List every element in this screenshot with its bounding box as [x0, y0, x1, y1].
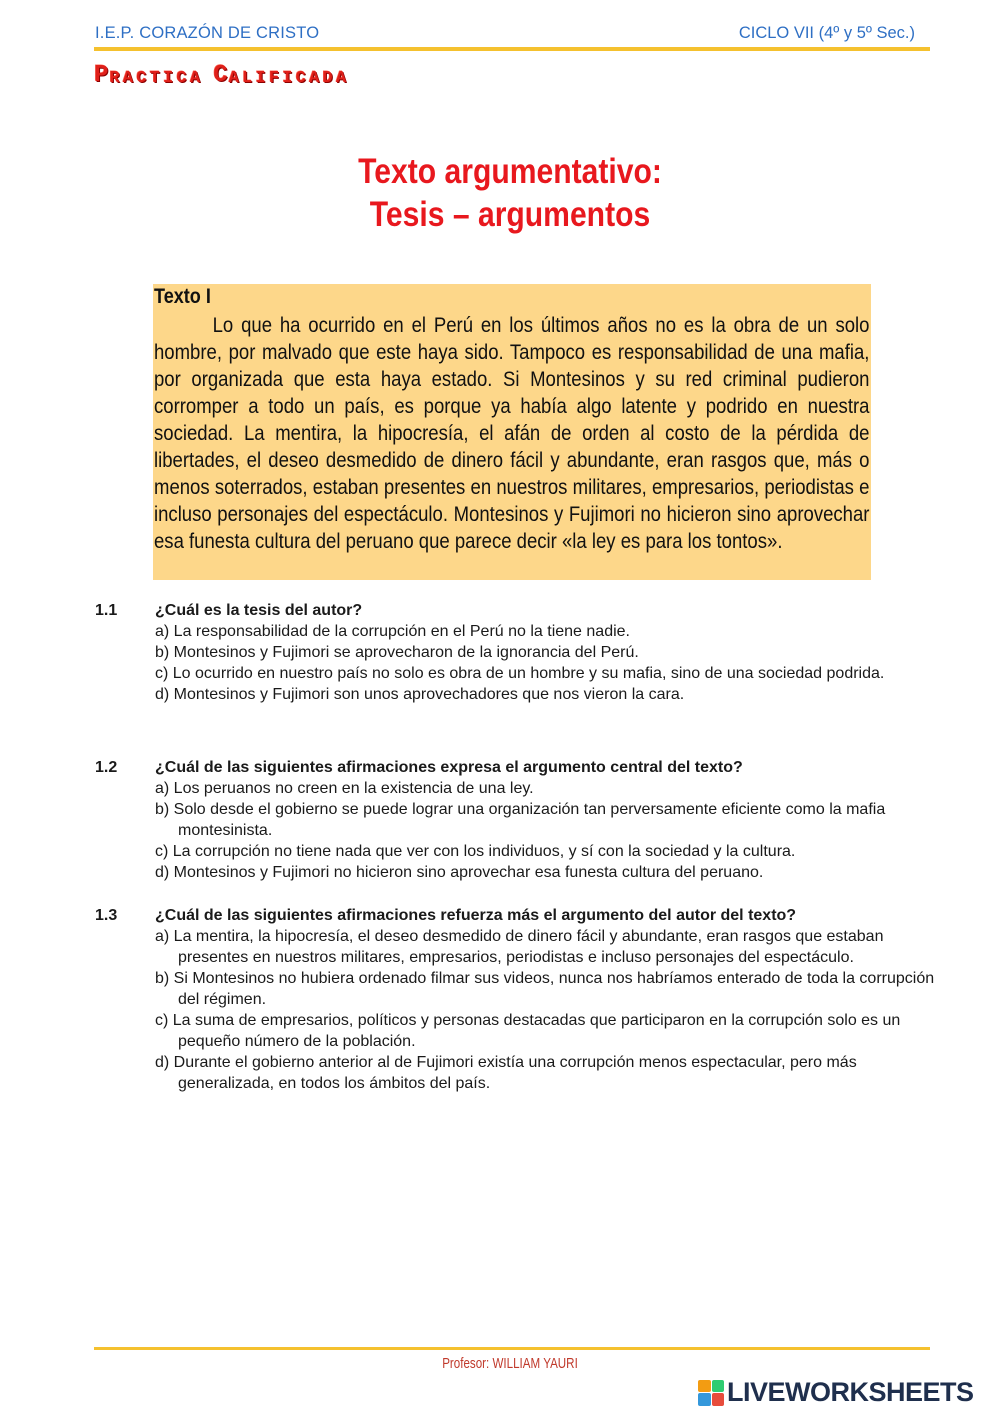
options-list	[155, 778, 935, 883]
reading-heading: Texto I	[154, 285, 211, 308]
liveworksheets-watermark	[698, 1377, 974, 1408]
title-line-2: Tesis – argumentos	[369, 195, 651, 234]
option-c[interactable]: c) La corrupción no tiene nada que ver con los individuos, y sí con la sociedad y la cultura.	[155, 843, 796, 860]
question-number: 1.1	[95, 602, 118, 619]
question-stem: ¿Cuál de las siguientes afirmaciones expresa el argumento central del texto?	[155, 759, 743, 776]
teacher-name: Profesor: WILLIAM YAURI	[442, 1356, 578, 1372]
option-d[interactable]: d) Montesinos y Fujimori son unos aprovechadores que nos vieron la cara.	[155, 686, 685, 703]
liveworksheets-logo-icon	[698, 1380, 724, 1406]
liveworksheets-brand: LIVEWORKSHEETS	[727, 1377, 974, 1407]
question-stem: ¿Cuál es la tesis del autor?	[155, 602, 363, 619]
option-b[interactable]: b) Si Montesinos no hubiera ordenado filmar sus videos, nunca nos habríamos enterado de toda la corrupción del régimen.	[155, 970, 935, 1008]
option-a[interactable]: a) Los peruanos no creen en la existencia de una ley.	[155, 780, 534, 797]
calificada-rest: ALIFICADA	[228, 69, 350, 88]
option-b[interactable]: b) Solo desde el gobierno se puede lograr una organización tan perversamente eficiente como la mafia montesinista.	[155, 801, 886, 839]
question-number: 1.2	[95, 759, 118, 776]
option-a[interactable]: a) La responsabilidad de la corrupción en el Perú no la tiene nadie.	[155, 623, 630, 640]
reading-body	[154, 312, 869, 555]
option-b[interactable]: b) Montesinos y Fujimori se aprovecharon de la ignorancia del Perú.	[155, 644, 639, 661]
options-list	[155, 926, 935, 1094]
option-c[interactable]: c) La suma de empresarios, políticos y personas destacadas que participaron en la corrupción solo es un pequeño número de la población.	[155, 1012, 901, 1050]
title-line-1: Texto argumentativo:	[358, 152, 662, 191]
page-title	[71, 150, 948, 236]
option-a[interactable]: a) La mentira, la hipocresía, el deseo desmedido de dinero fácil y abundante, eran rasgos que estaban presentes en nuestros militares, empresarios, periodistas e incluso personajes del espectáculo.	[155, 928, 884, 966]
calificada-initial: C	[213, 62, 229, 89]
question-number: 1.3	[95, 907, 118, 924]
options-list	[155, 621, 935, 705]
option-d[interactable]: d) Montesinos y Fujimori no hicieron sino aprovechar esa funesta cultura del peruano.	[155, 864, 764, 881]
practica-rest: RACTICA	[109, 69, 204, 88]
cycle-label: CICLO VII (4º y 5º Sec.)	[738, 24, 915, 42]
practica-calificada-banner	[94, 64, 349, 88]
header-divider	[94, 47, 930, 51]
option-d[interactable]: d) Durante el gobierno anterior al de Fujimori existía una corrupción menos espectacular, pero más generalizada, en todos los ámbitos del país.	[155, 1054, 857, 1092]
footer-divider	[94, 1347, 930, 1350]
reading-text: Lo que ha ocurrido en el Perú en los últimos años no es la obra de un solo hombre, por malvado que este haya sido. Tampoco es responsabilidad de una mafia, por organizada que esta haya estado. Si Montesinos y su red criminal pudieron corromper a todo un país, es porque ya había algo latente y podrido en nuestra sociedad. La mentira, la hipocresía, el afán de orden al costo de la pérdida de libertades, el deseo desmedido de dinero fácil y abundante, eran rasgos que, más o menos soterrados, estaban presentes en nuestros militares, empresarios, periodistas e incluso personajes del espectáculo. Montesinos y Fujimori no hicieron sino aprovechar esa funesta cultura del peruano que parece decir «la ley es para los tontos».	[154, 313, 870, 553]
option-c[interactable]: c) Lo ocurrido en nuestro país no solo es obra de un hombre y su mafia, sino de una sociedad podrida.	[155, 665, 885, 682]
question-stem: ¿Cuál de las siguientes afirmaciones refuerza más el argumento del autor del texto?	[155, 907, 797, 924]
practica-initial: P	[94, 62, 110, 89]
school-name: I.E.P. CORAZÓN DE CRISTO	[95, 24, 320, 42]
